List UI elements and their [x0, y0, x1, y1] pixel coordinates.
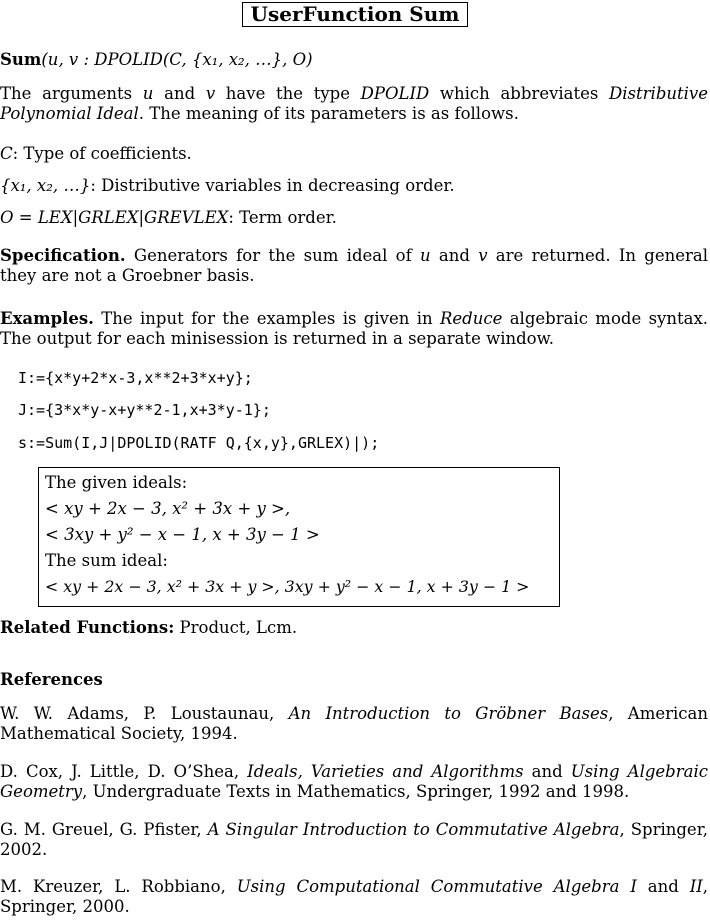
function-args: (u, v : DPOLID(C, {x₁, x₂, …}, O) — [41, 50, 313, 69]
reference-item: W. W. Adams, P. Loustaunau, An Introduction to Gröbner Bases, American Mathematical Society, 1994. — [0, 704, 708, 743]
output-line-1: The given ideals: — [45, 473, 188, 492]
code-line-1: I:={x*y+2*x-3,x**2+3*x+y}; — [18, 369, 253, 387]
examples-paragraph: Examples. The input for the examples is given in Reduce algebraic mode syntax. The output for each minisession is returned in a separate window. — [0, 309, 708, 348]
references-heading: References — [0, 670, 103, 689]
specification-paragraph: Specification. Generators for the sum ideal of u and v are returned. In general they are not a Groebner basis. — [0, 246, 708, 285]
reference-item: M. Kreuzer, L. Robbiano, Using Computational Commutative Algebra I and II, Springer, 2000. — [0, 877, 708, 916]
reference-item: G. M. Greuel, G. Pfister, A Singular Introduction to Commutative Algebra, Springer, 2002. — [0, 820, 709, 859]
code-line-2: J:={3*x*y-x+y**2-1,x+3*y-1}; — [18, 401, 271, 419]
param-term-order: O = LEX|GRLEX|GREVLEX: Term order. — [0, 208, 337, 227]
page-title: UserFunction Sum — [242, 2, 469, 27]
function-name: Sum — [0, 50, 42, 69]
output-line-2: < xy + 2x − 3, x² + 3x + y >, — [45, 499, 291, 518]
code-line-3: s:=Sum(I,J|DPOLID(RATF Q,{x,y},GRLEX)|); — [18, 434, 380, 452]
output-line-5: < xy + 2x − 3, x² + 3x + y >, 3xy + y² − x − 1, x + 3y − 1 > — [45, 577, 530, 596]
param-coefficients: C: Type of coefficients. — [0, 144, 192, 163]
related-functions: Related Functions: Product, Lcm. — [0, 618, 298, 637]
output-line-3: < 3xy + y² − x − 1, x + 3y − 1 > — [45, 525, 320, 544]
reference-item: D. Cox, J. Little, D. O’Shea, Ideals, Varieties and Algorithms and Using Algebraic Geometry, Undergraduate Texts in Mathematics, Springer, 1992 and 1998. — [0, 762, 708, 801]
param-variables: {x₁, x₂, …}: Distributive variables in decreasing order. — [0, 176, 455, 195]
signature — [0, 50, 708, 70]
title-container — [0, 2, 710, 27]
output-window — [38, 467, 560, 607]
output-line-4: The sum ideal: — [45, 551, 168, 570]
intro-paragraph: The arguments u and v have the type DPOLID which abbreviates Distributive Polynomial Ideal. The meaning of its parameters is as follows. — [0, 84, 708, 123]
